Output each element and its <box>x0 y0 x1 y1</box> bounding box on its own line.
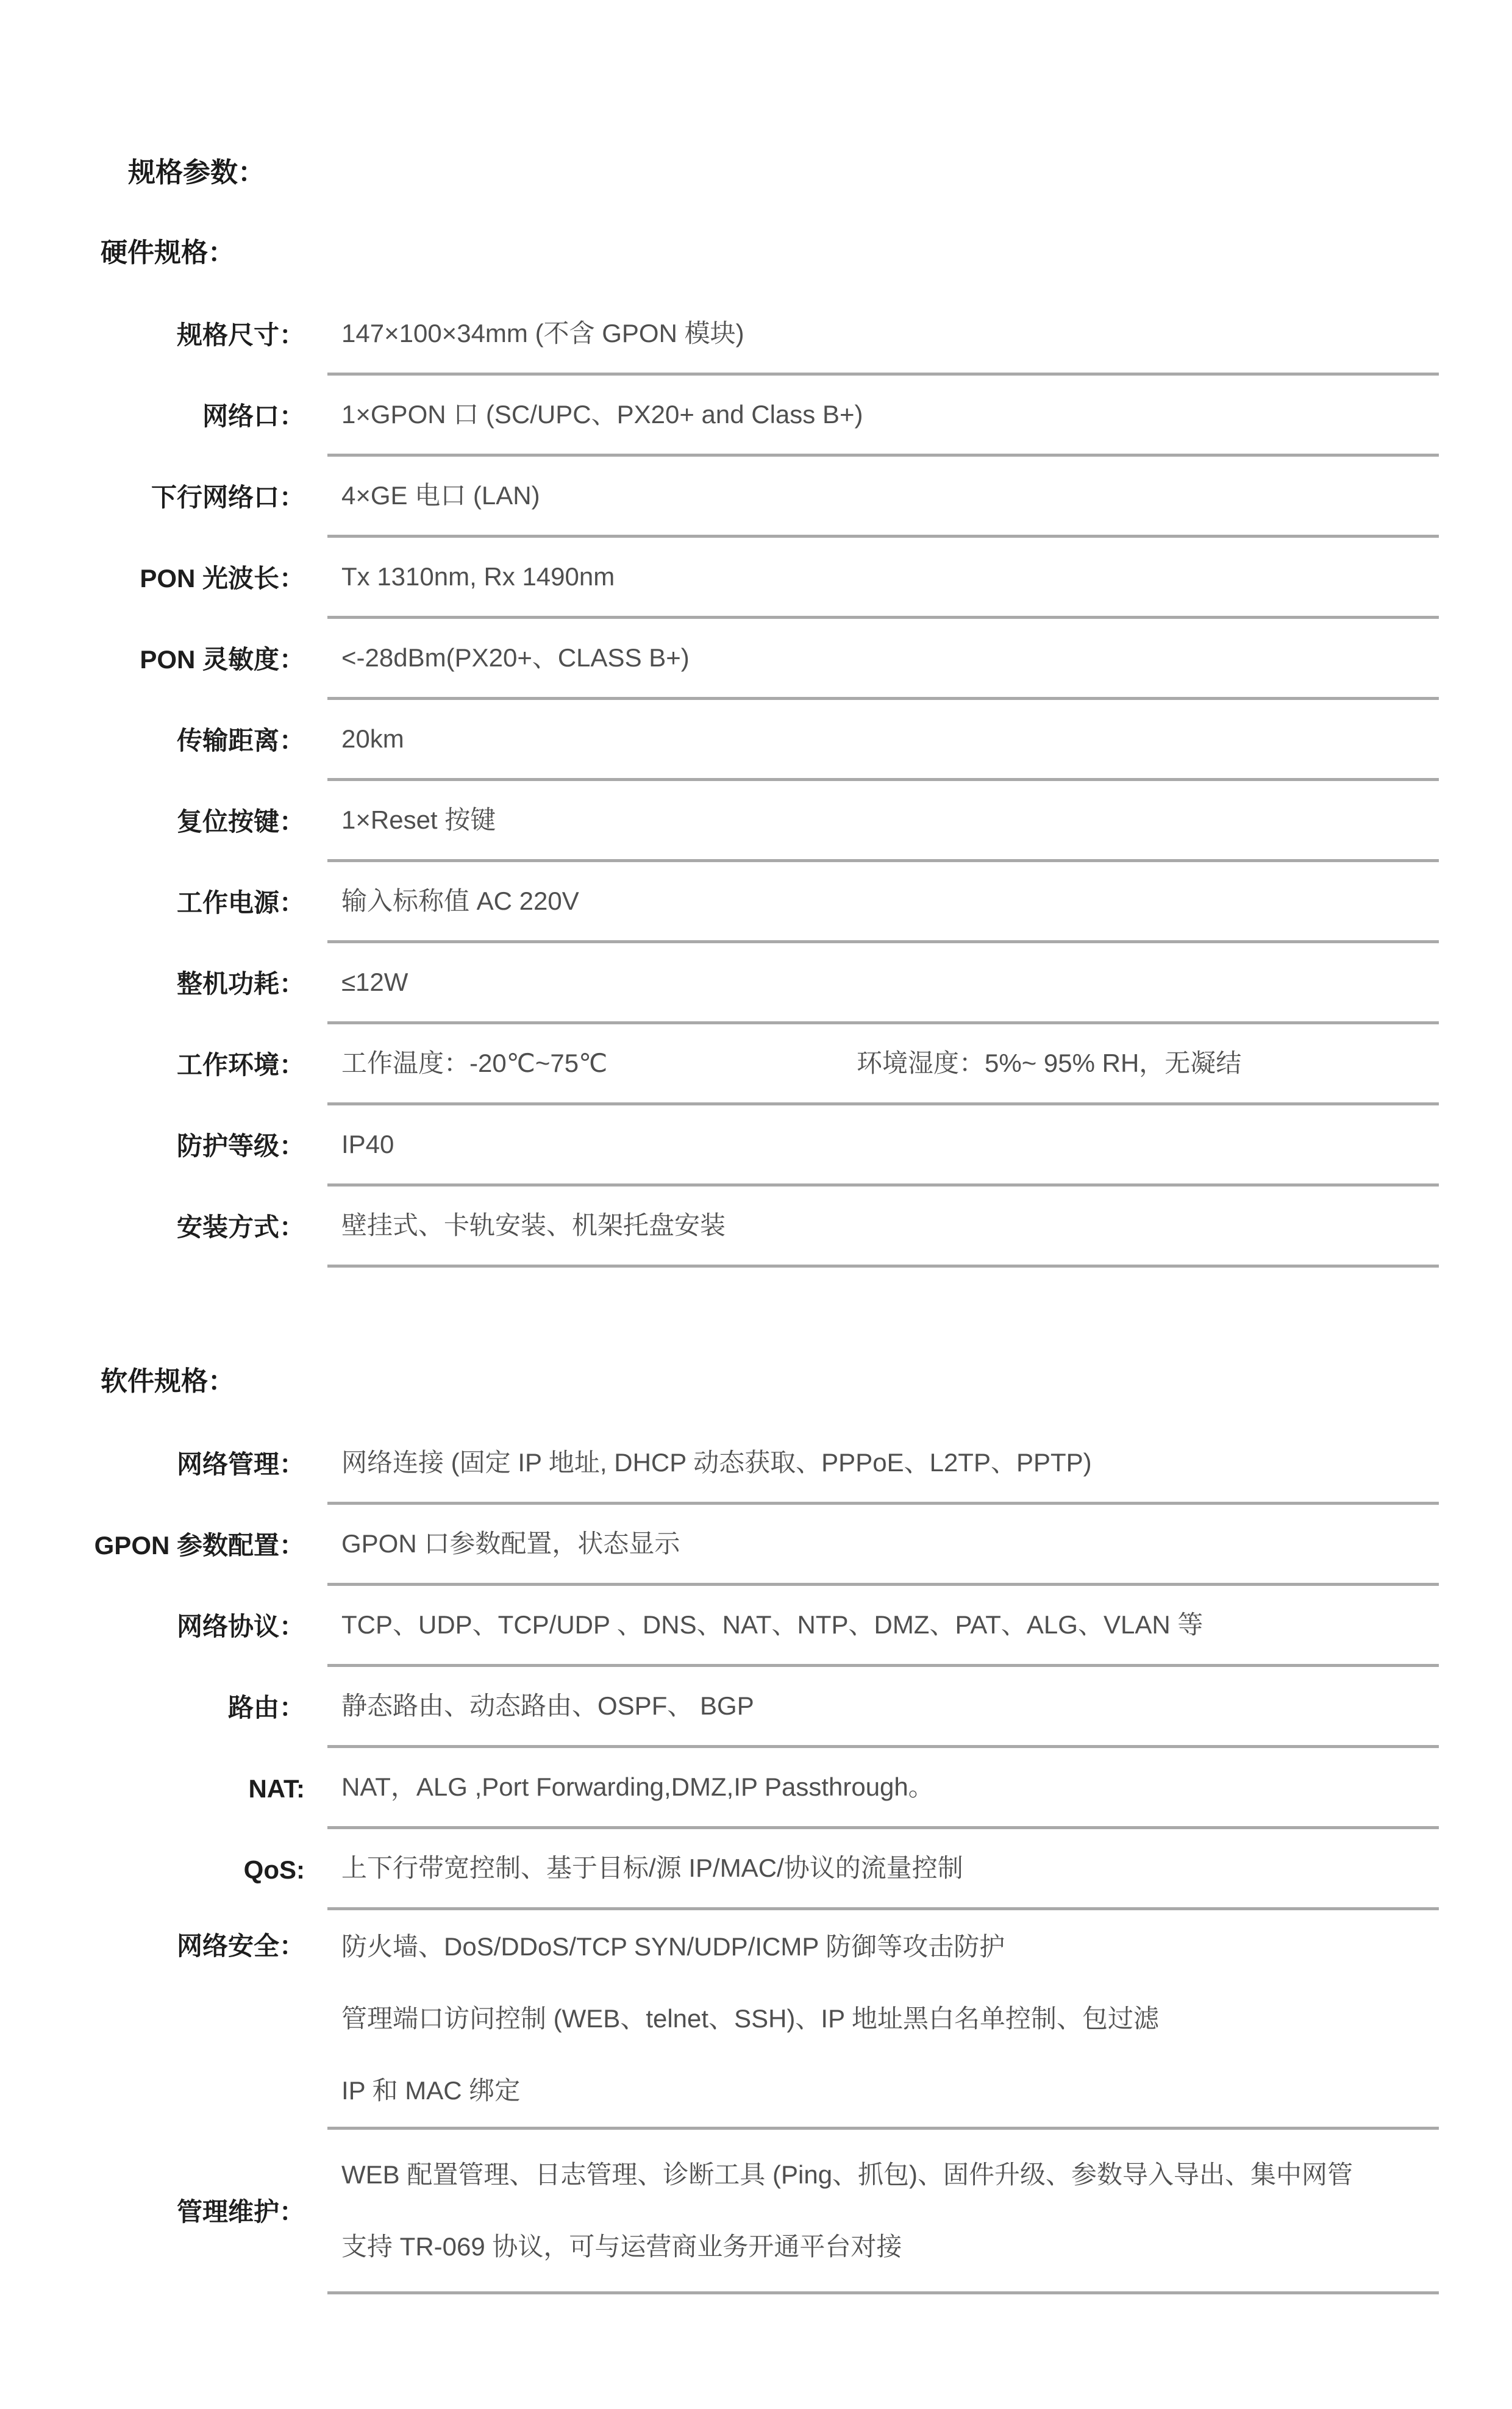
spec-value-part: 输入标称值 AC 220V <box>341 887 579 915</box>
spec-value <box>327 1910 1439 2130</box>
spec-value <box>327 1424 1439 1505</box>
spec-label: PON 灵敏度： <box>140 644 305 674</box>
spec-value-line <box>341 865 1439 937</box>
spec-row <box>0 1187 1512 1268</box>
spec-value-line <box>341 298 1439 369</box>
spec-label: 网络管理： <box>176 1449 305 1479</box>
spec-value <box>327 1505 1439 1586</box>
spec-value-part: 上下行带宽控制、基于目标/源 IP/MAC/协议的流量控制 <box>341 1854 963 1882</box>
spec-value <box>327 1586 1439 1667</box>
spec-label: QoS: <box>243 1855 305 1884</box>
spec-row <box>0 862 1512 943</box>
spec-value-part: 4×GE 电口 (LAN) <box>341 481 540 510</box>
spec-value <box>327 1024 1439 1105</box>
spec-row <box>0 2130 1512 2294</box>
spec-label: 复位按键： <box>176 807 305 836</box>
spec-row <box>0 457 1512 538</box>
section-title-hardware: 硬件规格： <box>101 238 235 268</box>
spec-row <box>0 1105 1512 1187</box>
spec-value-line <box>341 379 1439 451</box>
spec-value-line <box>341 622 1439 694</box>
spec-label: 路由： <box>227 1693 305 1722</box>
spec-row <box>0 1424 1512 1505</box>
spec-value <box>327 2130 1439 2294</box>
spec-value-part: WEB 配置管理、日志管理、诊断工具 (Ping、抓包)、固件升级、参数导入导出、集中网管 <box>341 2160 1353 2189</box>
spec-value-line <box>341 1108 1439 1180</box>
spec-value-part: IP 和 MAC 绑定 <box>341 2075 521 2105</box>
spec-label: 安装方式： <box>176 1212 305 1241</box>
spec-value-part: 1×Reset 按键 <box>341 805 496 834</box>
spec-row <box>0 781 1512 862</box>
spec-value <box>327 1667 1439 1748</box>
spec-value-line <box>341 1670 1439 1742</box>
spec-label: 工作电源： <box>176 888 305 917</box>
spec-label: 工作环境： <box>176 1050 305 1079</box>
spec-label: 管理维护： <box>176 2197 305 2226</box>
spec-value <box>327 1748 1439 1829</box>
spec-row <box>0 1505 1512 1586</box>
spec-value-part: 工作温度：-20℃~75℃ <box>341 1049 608 1077</box>
spec-value-part: 静态路由、动态路由、OSPF、 BGP <box>341 1691 754 1720</box>
spec-row <box>0 1910 1512 2130</box>
spec-value-part: <-28dBm(PX20+、CLASS B+) <box>341 643 690 672</box>
spec-value <box>327 700 1439 781</box>
spec-value-line <box>341 1027 1439 1099</box>
spec-row <box>0 1586 1512 1667</box>
spec-value-part: 支持 TR-069 协议，可与运营商业务开通平台对接 <box>341 2232 902 2261</box>
spec-value-line <box>341 784 1439 856</box>
spec-value-line <box>341 2211 1439 2283</box>
spec-label: NAT: <box>248 1774 305 1803</box>
spec-value-line <box>341 460 1439 532</box>
spec-label: 网络口： <box>202 401 305 430</box>
spec-row <box>0 1829 1512 1910</box>
spec-value-line <box>341 1832 1439 1904</box>
spec-value-part: 防火墙、DoS/DDoS/TCP SYN/UDP/ICMP 防御等攻击防护 <box>341 1932 1005 1961</box>
spec-value-line <box>341 2139 1439 2211</box>
spec-label: 网络协议： <box>176 1611 305 1641</box>
spec-value <box>327 1105 1439 1187</box>
spec-value-line <box>341 1983 1439 2055</box>
spec-value <box>327 781 1439 862</box>
spec-label: GPON 参数配置： <box>94 1530 305 1560</box>
spec-value-line <box>341 541 1439 613</box>
hardware-spec-table <box>0 294 1512 1268</box>
spec-row <box>0 619 1512 700</box>
spec-row <box>0 538 1512 619</box>
page-title: 规格参数： <box>128 157 266 188</box>
spec-value <box>327 619 1439 700</box>
spec-value <box>327 1829 1439 1910</box>
spec-value-line <box>341 1190 1439 1262</box>
spec-value-part: ≤12W <box>341 968 408 996</box>
spec-value <box>327 1187 1439 1268</box>
spec-label: 网络安全： <box>176 1932 305 1960</box>
spec-value-line <box>341 1427 1439 1499</box>
spec-row <box>0 700 1512 781</box>
spec-row <box>0 294 1512 376</box>
spec-label: 下行网络口： <box>151 482 305 512</box>
spec-value-line <box>341 1751 1439 1823</box>
software-spec-table <box>0 1424 1512 2294</box>
spec-value-part: 管理端口访问控制 (WEB、telnet、SSH)、IP 地址黑白名单控制、包过滤 <box>341 2004 1160 2033</box>
spec-label: 整机功耗： <box>176 969 305 998</box>
spec-value <box>327 943 1439 1024</box>
spec-label: PON 光波长： <box>140 563 305 593</box>
spec-value-part: TCP、UDP、TCP/UDP 、DNS、NAT、NTP、DMZ、PAT、ALG、VLAN 等 <box>341 1610 1204 1639</box>
spec-value-line <box>341 1508 1439 1580</box>
spec-value <box>327 862 1439 943</box>
spec-value <box>327 294 1439 376</box>
spec-value <box>327 457 1439 538</box>
spec-value <box>327 376 1439 457</box>
spec-row <box>0 1667 1512 1748</box>
spec-value-part: 壁挂式、卡轨安装、机架托盘安装 <box>341 1211 726 1240</box>
spec-row <box>0 1748 1512 1829</box>
spec-label: 规格尺寸： <box>176 320 305 349</box>
section-title-software: 软件规格： <box>101 1366 235 1396</box>
spec-value-part: 网络连接 (固定 IP 地址, DHCP 动态获取、PPPoE、L2TP、PPTP) <box>341 1448 1092 1477</box>
spec-value-part: GPON 口参数配置，状态显示 <box>341 1529 680 1558</box>
spec-label: 传输距离： <box>176 726 305 755</box>
spec-row <box>0 1024 1512 1105</box>
spec-value <box>327 538 1439 619</box>
spec-value-line <box>341 1589 1439 1661</box>
spec-value-line <box>341 946 1439 1018</box>
spec-value-part: IP40 <box>341 1130 394 1158</box>
spec-value-line <box>341 1911 1439 1983</box>
spec-row <box>0 943 1512 1024</box>
spec-value-line <box>341 703 1439 775</box>
spec-value-part: 1×GPON 口 (SC/UPC、PX20+ and Class B+) <box>341 400 863 429</box>
spec-value-part: Tx 1310nm, Rx 1490nm <box>341 562 615 591</box>
spec-value-part: NAT，ALG ,Port Forwarding,DMZ,IP Passthrough。 <box>341 1772 934 1801</box>
spec-row <box>0 376 1512 457</box>
spec-value-part: 环境湿度：5%~ 95% RH，无凝结 <box>857 1049 1242 1077</box>
spec-value-part: 20km <box>341 724 404 753</box>
spec-value-part: 147×100×34mm (不含 GPON 模块) <box>341 319 744 348</box>
spec-label: 防护等级： <box>176 1131 305 1160</box>
spec-value-line <box>341 2055 1439 2127</box>
